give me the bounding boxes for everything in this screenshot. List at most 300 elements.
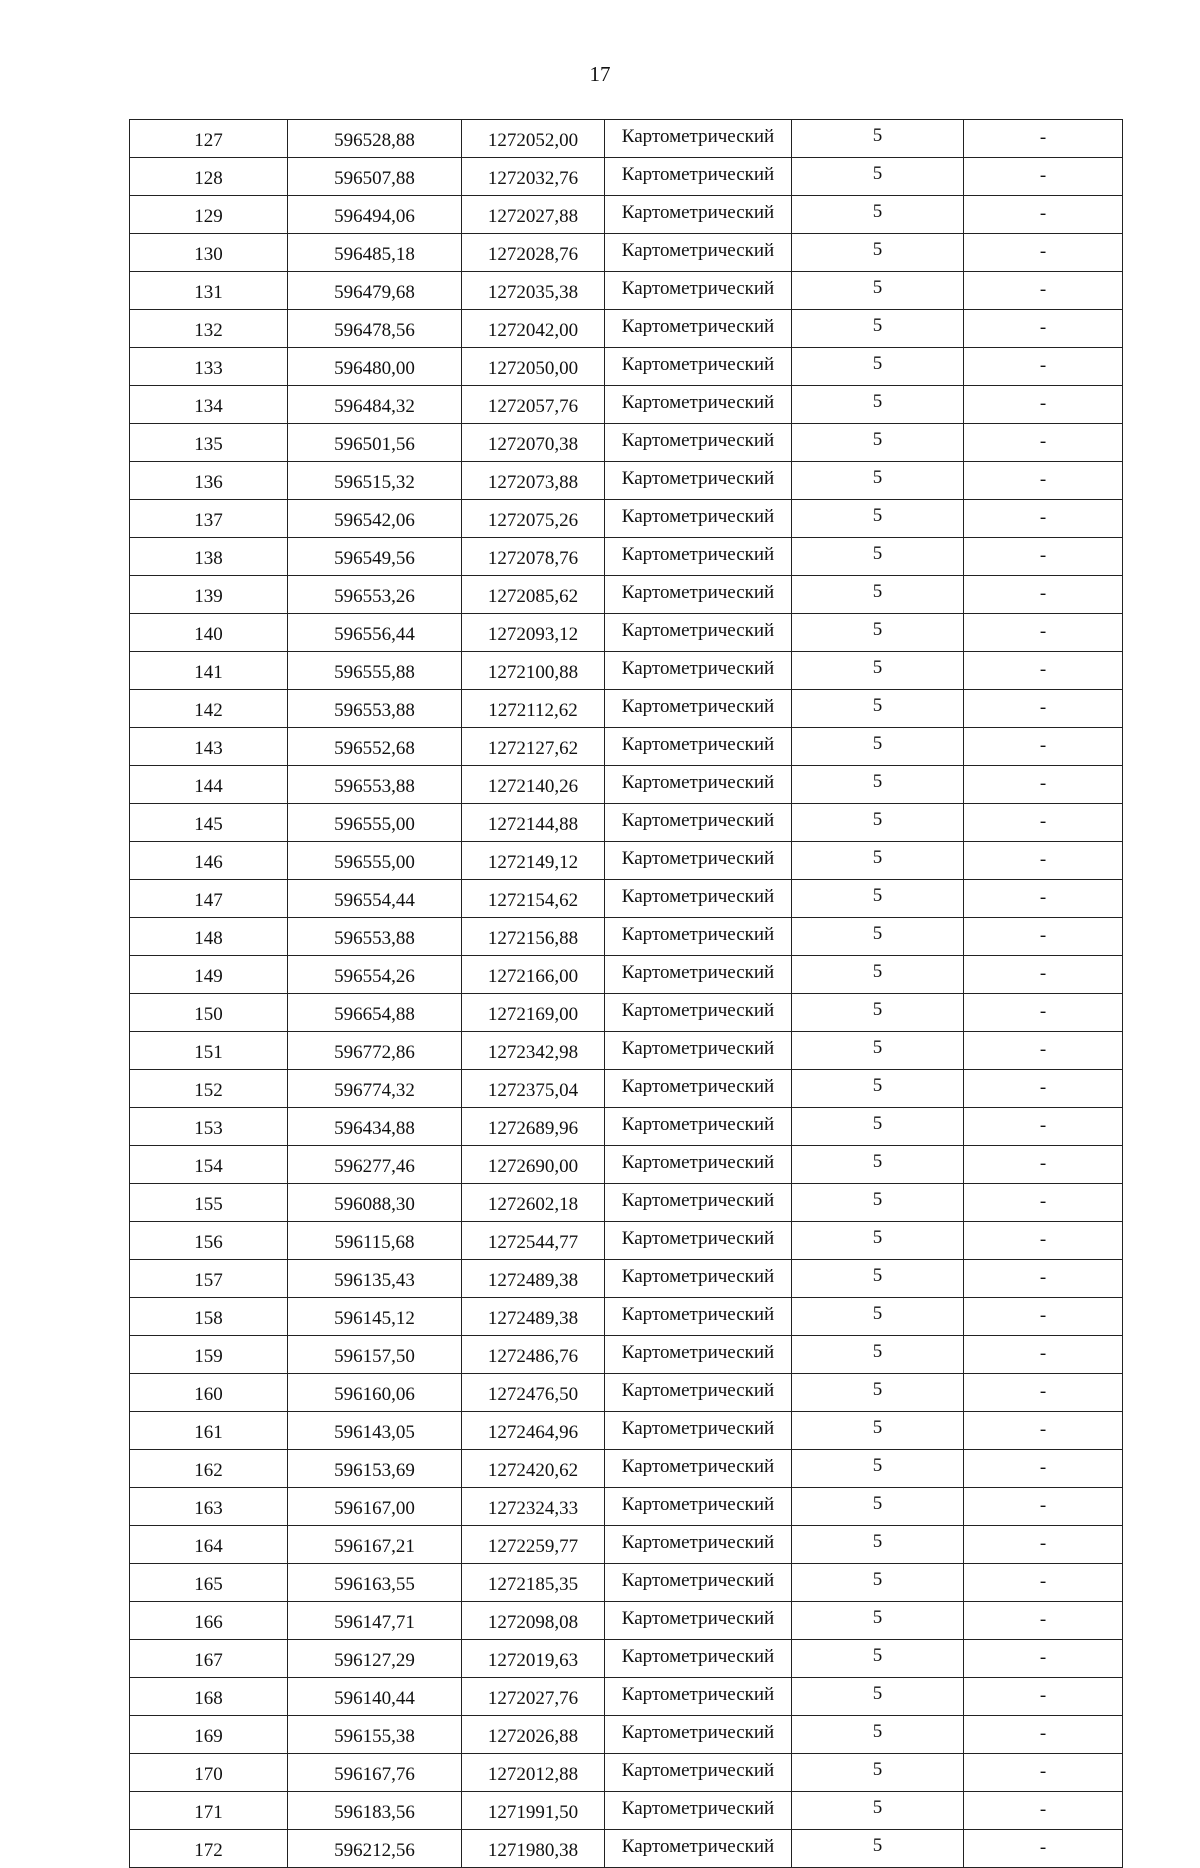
point-number-cell: 135 [130, 424, 288, 462]
note-cell: - [964, 1146, 1123, 1184]
table-row [130, 424, 1123, 462]
y-coordinate-cell: 1272259,77 [462, 1526, 605, 1564]
note-cell: - [964, 1526, 1123, 1564]
table-row [130, 614, 1123, 652]
table-row [130, 1336, 1123, 1374]
point-number-cell: 165 [130, 1564, 288, 1602]
accuracy-cell: 5 [792, 1336, 964, 1374]
table-row [130, 1374, 1123, 1412]
y-coordinate-cell: 1272169,00 [462, 994, 605, 1032]
table-row [130, 690, 1123, 728]
accuracy-cell: 5 [792, 158, 964, 196]
point-number-cell: 155 [130, 1184, 288, 1222]
method-cell: Картометрический [605, 1412, 792, 1450]
method-cell: Картометрический [605, 1526, 792, 1564]
point-number-cell: 157 [130, 1260, 288, 1298]
x-coordinate-cell: 596494,06 [288, 196, 462, 234]
table-row [130, 1222, 1123, 1260]
x-coordinate-cell: 596155,38 [288, 1716, 462, 1754]
accuracy-cell: 5 [792, 994, 964, 1032]
point-number-cell: 168 [130, 1678, 288, 1716]
note-cell: - [964, 614, 1123, 652]
table-row [130, 120, 1123, 158]
y-coordinate-cell: 1272098,08 [462, 1602, 605, 1640]
method-cell: Картометрический [605, 272, 792, 310]
y-coordinate-cell: 1272035,38 [462, 272, 605, 310]
table-row [130, 576, 1123, 614]
x-coordinate-cell: 596549,56 [288, 538, 462, 576]
accuracy-cell: 5 [792, 1640, 964, 1678]
note-cell: - [964, 1374, 1123, 1412]
x-coordinate-cell: 596212,56 [288, 1830, 462, 1868]
table-row [130, 1298, 1123, 1336]
method-cell: Картометрический [605, 386, 792, 424]
y-coordinate-cell: 1272027,88 [462, 196, 605, 234]
method-cell: Картометрический [605, 1602, 792, 1640]
x-coordinate-cell: 596160,06 [288, 1374, 462, 1412]
table-row [130, 1412, 1123, 1450]
point-number-cell: 134 [130, 386, 288, 424]
y-coordinate-cell: 1272602,18 [462, 1184, 605, 1222]
table-row [130, 462, 1123, 500]
accuracy-cell: 5 [792, 348, 964, 386]
x-coordinate-cell: 596553,26 [288, 576, 462, 614]
point-number-cell: 166 [130, 1602, 288, 1640]
method-cell: Картометрический [605, 1792, 792, 1830]
y-coordinate-cell: 1272420,62 [462, 1450, 605, 1488]
x-coordinate-cell: 596555,00 [288, 842, 462, 880]
table-row [130, 1640, 1123, 1678]
point-number-cell: 149 [130, 956, 288, 994]
method-cell: Картометрический [605, 880, 792, 918]
x-coordinate-cell: 596553,88 [288, 690, 462, 728]
accuracy-cell: 5 [792, 1754, 964, 1792]
y-coordinate-cell: 1271991,50 [462, 1792, 605, 1830]
note-cell: - [964, 424, 1123, 462]
x-coordinate-cell: 596553,88 [288, 766, 462, 804]
y-coordinate-cell: 1272052,00 [462, 120, 605, 158]
y-coordinate-cell: 1272085,62 [462, 576, 605, 614]
y-coordinate-cell: 1272690,00 [462, 1146, 605, 1184]
point-number-cell: 159 [130, 1336, 288, 1374]
method-cell: Картометрический [605, 652, 792, 690]
method-cell: Картометрический [605, 310, 792, 348]
method-cell: Картометрический [605, 728, 792, 766]
table-row [130, 1678, 1123, 1716]
note-cell: - [964, 1032, 1123, 1070]
x-coordinate-cell: 596127,29 [288, 1640, 462, 1678]
table-row [130, 994, 1123, 1032]
point-number-cell: 140 [130, 614, 288, 652]
table-row [130, 386, 1123, 424]
note-cell: - [964, 728, 1123, 766]
method-cell: Картометрический [605, 1222, 792, 1260]
accuracy-cell: 5 [792, 1716, 964, 1754]
x-coordinate-cell: 596501,56 [288, 424, 462, 462]
point-number-cell: 141 [130, 652, 288, 690]
table-row [130, 348, 1123, 386]
accuracy-cell: 5 [792, 1602, 964, 1640]
table-row [130, 766, 1123, 804]
table-row [130, 1564, 1123, 1602]
accuracy-cell: 5 [792, 652, 964, 690]
y-coordinate-cell: 1272166,00 [462, 956, 605, 994]
accuracy-cell: 5 [792, 424, 964, 462]
accuracy-cell: 5 [792, 766, 964, 804]
accuracy-cell: 5 [792, 728, 964, 766]
table-row [130, 1260, 1123, 1298]
point-number-cell: 147 [130, 880, 288, 918]
y-coordinate-cell: 1272489,38 [462, 1298, 605, 1336]
x-coordinate-cell: 596167,76 [288, 1754, 462, 1792]
accuracy-cell: 5 [792, 1184, 964, 1222]
x-coordinate-cell: 596143,05 [288, 1412, 462, 1450]
table-row [130, 1602, 1123, 1640]
note-cell: - [964, 158, 1123, 196]
note-cell: - [964, 1640, 1123, 1678]
table-row [130, 196, 1123, 234]
point-number-cell: 154 [130, 1146, 288, 1184]
note-cell: - [964, 1070, 1123, 1108]
accuracy-cell: 5 [792, 1792, 964, 1830]
y-coordinate-cell: 1272078,76 [462, 538, 605, 576]
table-row [130, 652, 1123, 690]
method-cell: Картометрический [605, 1184, 792, 1222]
table-row [130, 956, 1123, 994]
y-coordinate-cell: 1272127,62 [462, 728, 605, 766]
table-row [130, 1526, 1123, 1564]
accuracy-cell: 5 [792, 234, 964, 272]
note-cell: - [964, 272, 1123, 310]
accuracy-cell: 5 [792, 880, 964, 918]
y-coordinate-cell: 1272070,38 [462, 424, 605, 462]
point-number-cell: 145 [130, 804, 288, 842]
method-cell: Картометрический [605, 1678, 792, 1716]
table-row [130, 1146, 1123, 1184]
table-row [130, 272, 1123, 310]
method-cell: Картометрический [605, 1336, 792, 1374]
accuracy-cell: 5 [792, 538, 964, 576]
x-coordinate-cell: 596145,12 [288, 1298, 462, 1336]
method-cell: Картометрический [605, 1374, 792, 1412]
y-coordinate-cell: 1272464,96 [462, 1412, 605, 1450]
point-number-cell: 150 [130, 994, 288, 1032]
table-row [130, 310, 1123, 348]
note-cell: - [964, 1716, 1123, 1754]
table-row [130, 234, 1123, 272]
x-coordinate-cell: 596434,88 [288, 1108, 462, 1146]
point-number-cell: 146 [130, 842, 288, 880]
method-cell: Картометрический [605, 842, 792, 880]
point-number-cell: 156 [130, 1222, 288, 1260]
method-cell: Картометрический [605, 234, 792, 272]
y-coordinate-cell: 1272544,77 [462, 1222, 605, 1260]
accuracy-cell: 5 [792, 1412, 964, 1450]
point-number-cell: 137 [130, 500, 288, 538]
method-cell: Картометрический [605, 804, 792, 842]
accuracy-cell: 5 [792, 310, 964, 348]
method-cell: Картометрический [605, 120, 792, 158]
method-cell: Картометрический [605, 1564, 792, 1602]
x-coordinate-cell: 596654,88 [288, 994, 462, 1032]
table-row [130, 1184, 1123, 1222]
note-cell: - [964, 1678, 1123, 1716]
accuracy-cell: 5 [792, 918, 964, 956]
x-coordinate-cell: 596772,86 [288, 1032, 462, 1070]
point-number-cell: 153 [130, 1108, 288, 1146]
accuracy-cell: 5 [792, 576, 964, 614]
note-cell: - [964, 1298, 1123, 1336]
note-cell: - [964, 234, 1123, 272]
note-cell: - [964, 1792, 1123, 1830]
x-coordinate-cell: 596515,32 [288, 462, 462, 500]
y-coordinate-cell: 1272012,88 [462, 1754, 605, 1792]
note-cell: - [964, 1222, 1123, 1260]
note-cell: - [964, 994, 1123, 1032]
note-cell: - [964, 500, 1123, 538]
x-coordinate-cell: 596484,32 [288, 386, 462, 424]
note-cell: - [964, 766, 1123, 804]
note-cell: - [964, 804, 1123, 842]
method-cell: Картометрический [605, 766, 792, 804]
y-coordinate-cell: 1272324,33 [462, 1488, 605, 1526]
y-coordinate-cell: 1272156,88 [462, 918, 605, 956]
y-coordinate-cell: 1272489,38 [462, 1260, 605, 1298]
accuracy-cell: 5 [792, 500, 964, 538]
accuracy-cell: 5 [792, 1526, 964, 1564]
accuracy-cell: 5 [792, 1830, 964, 1868]
y-coordinate-cell: 1272342,98 [462, 1032, 605, 1070]
accuracy-cell: 5 [792, 120, 964, 158]
point-number-cell: 129 [130, 196, 288, 234]
note-cell: - [964, 310, 1123, 348]
y-coordinate-cell: 1272144,88 [462, 804, 605, 842]
x-coordinate-cell: 596528,88 [288, 120, 462, 158]
method-cell: Картометрический [605, 1830, 792, 1868]
note-cell: - [964, 462, 1123, 500]
x-coordinate-cell: 596542,06 [288, 500, 462, 538]
y-coordinate-cell: 1272026,88 [462, 1716, 605, 1754]
x-coordinate-cell: 596480,00 [288, 348, 462, 386]
note-cell: - [964, 956, 1123, 994]
x-coordinate-cell: 596478,56 [288, 310, 462, 348]
point-number-cell: 152 [130, 1070, 288, 1108]
table-row [130, 1792, 1123, 1830]
table-row [130, 842, 1123, 880]
point-number-cell: 164 [130, 1526, 288, 1564]
accuracy-cell: 5 [792, 956, 964, 994]
accuracy-cell: 5 [792, 272, 964, 310]
note-cell: - [964, 880, 1123, 918]
accuracy-cell: 5 [792, 842, 964, 880]
y-coordinate-cell: 1272093,12 [462, 614, 605, 652]
method-cell: Картометрический [605, 424, 792, 462]
accuracy-cell: 5 [792, 614, 964, 652]
coordinates-table-body [130, 120, 1123, 1868]
method-cell: Картометрический [605, 576, 792, 614]
accuracy-cell: 5 [792, 1032, 964, 1070]
accuracy-cell: 5 [792, 386, 964, 424]
x-coordinate-cell: 596554,26 [288, 956, 462, 994]
x-coordinate-cell: 596553,88 [288, 918, 462, 956]
accuracy-cell: 5 [792, 1108, 964, 1146]
table-row [130, 880, 1123, 918]
accuracy-cell: 5 [792, 196, 964, 234]
y-coordinate-cell: 1272149,12 [462, 842, 605, 880]
accuracy-cell: 5 [792, 690, 964, 728]
method-cell: Картометрический [605, 918, 792, 956]
coordinates-table [129, 119, 1123, 1868]
accuracy-cell: 5 [792, 1070, 964, 1108]
point-number-cell: 148 [130, 918, 288, 956]
method-cell: Картометрический [605, 1146, 792, 1184]
table-row [130, 158, 1123, 196]
table-row [130, 1488, 1123, 1526]
method-cell: Картометрический [605, 500, 792, 538]
table-row [130, 1716, 1123, 1754]
note-cell: - [964, 690, 1123, 728]
method-cell: Картометрический [605, 1032, 792, 1070]
x-coordinate-cell: 596135,43 [288, 1260, 462, 1298]
note-cell: - [964, 1564, 1123, 1602]
x-coordinate-cell: 596167,00 [288, 1488, 462, 1526]
point-number-cell: 169 [130, 1716, 288, 1754]
table-row [130, 918, 1123, 956]
point-number-cell: 142 [130, 690, 288, 728]
point-number-cell: 161 [130, 1412, 288, 1450]
y-coordinate-cell: 1272100,88 [462, 652, 605, 690]
note-cell: - [964, 196, 1123, 234]
table-row [130, 1830, 1123, 1868]
x-coordinate-cell: 596163,55 [288, 1564, 462, 1602]
point-number-cell: 151 [130, 1032, 288, 1070]
x-coordinate-cell: 596157,50 [288, 1336, 462, 1374]
point-number-cell: 160 [130, 1374, 288, 1412]
y-coordinate-cell: 1272075,26 [462, 500, 605, 538]
method-cell: Картометрический [605, 994, 792, 1032]
point-number-cell: 144 [130, 766, 288, 804]
note-cell: - [964, 1184, 1123, 1222]
y-coordinate-cell: 1272154,62 [462, 880, 605, 918]
point-number-cell: 136 [130, 462, 288, 500]
table-row [130, 1108, 1123, 1146]
point-number-cell: 167 [130, 1640, 288, 1678]
table-row [130, 500, 1123, 538]
note-cell: - [964, 1412, 1123, 1450]
y-coordinate-cell: 1271980,38 [462, 1830, 605, 1868]
x-coordinate-cell: 596555,88 [288, 652, 462, 690]
method-cell: Картометрический [605, 690, 792, 728]
note-cell: - [964, 386, 1123, 424]
note-cell: - [964, 538, 1123, 576]
point-number-cell: 170 [130, 1754, 288, 1792]
y-coordinate-cell: 1272019,63 [462, 1640, 605, 1678]
accuracy-cell: 5 [792, 1564, 964, 1602]
method-cell: Картометрический [605, 538, 792, 576]
table-row [130, 1070, 1123, 1108]
point-number-cell: 132 [130, 310, 288, 348]
x-coordinate-cell: 596147,71 [288, 1602, 462, 1640]
method-cell: Картометрический [605, 1298, 792, 1336]
y-coordinate-cell: 1272140,26 [462, 766, 605, 804]
x-coordinate-cell: 596485,18 [288, 234, 462, 272]
accuracy-cell: 5 [792, 1450, 964, 1488]
note-cell: - [964, 652, 1123, 690]
method-cell: Картометрический [605, 1716, 792, 1754]
table-row [130, 1450, 1123, 1488]
x-coordinate-cell: 596183,56 [288, 1792, 462, 1830]
accuracy-cell: 5 [792, 462, 964, 500]
point-number-cell: 130 [130, 234, 288, 272]
accuracy-cell: 5 [792, 1488, 964, 1526]
y-coordinate-cell: 1272185,35 [462, 1564, 605, 1602]
note-cell: - [964, 1108, 1123, 1146]
x-coordinate-cell: 596277,46 [288, 1146, 462, 1184]
note-cell: - [964, 576, 1123, 614]
method-cell: Картометрический [605, 462, 792, 500]
accuracy-cell: 5 [792, 1374, 964, 1412]
accuracy-cell: 5 [792, 1222, 964, 1260]
method-cell: Картометрический [605, 956, 792, 994]
page-number: 17 [589, 62, 611, 86]
accuracy-cell: 5 [792, 804, 964, 842]
y-coordinate-cell: 1272042,00 [462, 310, 605, 348]
x-coordinate-cell: 596153,69 [288, 1450, 462, 1488]
x-coordinate-cell: 596140,44 [288, 1678, 462, 1716]
point-number-cell: 139 [130, 576, 288, 614]
y-coordinate-cell: 1272486,76 [462, 1336, 605, 1374]
note-cell: - [964, 918, 1123, 956]
y-coordinate-cell: 1272057,76 [462, 386, 605, 424]
method-cell: Картометрический [605, 1070, 792, 1108]
accuracy-cell: 5 [792, 1146, 964, 1184]
accuracy-cell: 5 [792, 1678, 964, 1716]
y-coordinate-cell: 1272032,76 [462, 158, 605, 196]
x-coordinate-cell: 596088,30 [288, 1184, 462, 1222]
method-cell: Картометрический [605, 1754, 792, 1792]
table-row [130, 538, 1123, 576]
note-cell: - [964, 1488, 1123, 1526]
x-coordinate-cell: 596774,32 [288, 1070, 462, 1108]
point-number-cell: 172 [130, 1830, 288, 1868]
note-cell: - [964, 120, 1123, 158]
method-cell: Картометрический [605, 1450, 792, 1488]
note-cell: - [964, 348, 1123, 386]
note-cell: - [964, 842, 1123, 880]
table-row [130, 728, 1123, 766]
y-coordinate-cell: 1272112,62 [462, 690, 605, 728]
y-coordinate-cell: 1272375,04 [462, 1070, 605, 1108]
point-number-cell: 133 [130, 348, 288, 386]
point-number-cell: 158 [130, 1298, 288, 1336]
y-coordinate-cell: 1272689,96 [462, 1108, 605, 1146]
note-cell: - [964, 1450, 1123, 1488]
note-cell: - [964, 1336, 1123, 1374]
point-number-cell: 131 [130, 272, 288, 310]
point-number-cell: 163 [130, 1488, 288, 1526]
table-row [130, 804, 1123, 842]
x-coordinate-cell: 596167,21 [288, 1526, 462, 1564]
point-number-cell: 138 [130, 538, 288, 576]
y-coordinate-cell: 1272050,00 [462, 348, 605, 386]
x-coordinate-cell: 596554,44 [288, 880, 462, 918]
accuracy-cell: 5 [792, 1260, 964, 1298]
method-cell: Картометрический [605, 1108, 792, 1146]
note-cell: - [964, 1830, 1123, 1868]
table-row [130, 1032, 1123, 1070]
x-coordinate-cell: 596115,68 [288, 1222, 462, 1260]
point-number-cell: 127 [130, 120, 288, 158]
